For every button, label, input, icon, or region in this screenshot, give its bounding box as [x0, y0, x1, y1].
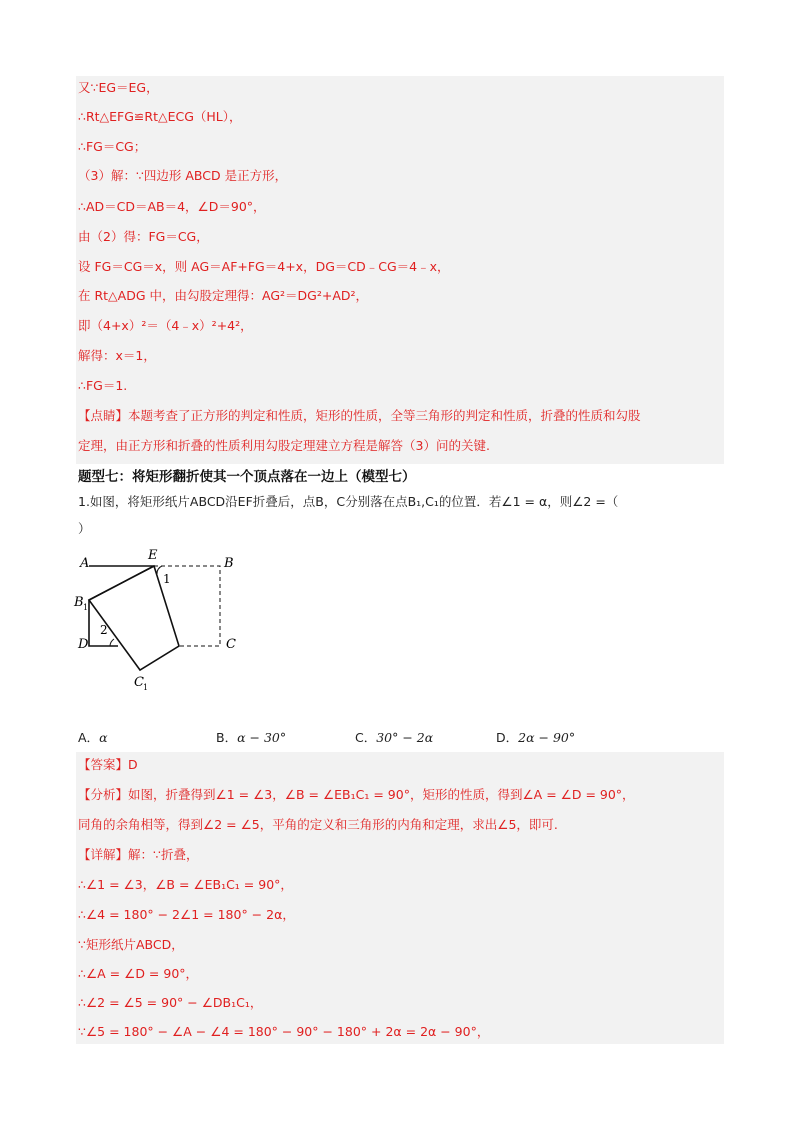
comment-tag: 【点睛】	[78, 408, 129, 423]
angle-2-arc	[110, 639, 114, 646]
detail-line: ∴∠A = ∠D = 90°，	[78, 966, 199, 981]
detail-line: ∴∠1 = ∠3，∠B = ∠EB₁C₁ = 90°，	[78, 877, 293, 892]
detail-line-1	[78, 847, 198, 863]
option-b: B．α − 30°	[216, 730, 287, 745]
solution-line: 即（4+x）²＝（4﹣x）²+4²，	[78, 318, 253, 333]
angle-1-arc	[157, 566, 162, 574]
solution-line: ∴Rt△EFG≌Rt△ECG（HL），	[78, 109, 242, 124]
detail-line: ∴∠2 = ∠5 = 90° − ∠DB₁C₁，	[78, 995, 263, 1010]
label-B1: B	[74, 595, 84, 610]
section-heading: 题型七：将矩形翻折使其一个顶点落在一边上（模型七）	[78, 469, 416, 485]
solution-line: 解得：x＝1，	[78, 348, 156, 363]
solution-line: 由（2）得：FG＝CG，	[78, 229, 209, 244]
solution-line: 设 FG＝CG＝x，则 AG＝AF+FG＝4+x，DG＝CD﹣CG＝4﹣x，	[78, 259, 450, 274]
option-c: C．30° − 2α	[355, 730, 434, 745]
analysis-text: 如图，折叠得到∠1 = ∠3，∠B = ∠EB₁C₁ = 90°，矩形的性质，得到∠A = ∠D = 90°，	[128, 787, 635, 802]
label-C1-sub: 1	[143, 683, 149, 692]
answer-tag: 【答案】	[78, 757, 129, 772]
detail-tag: 【详解】	[78, 847, 129, 862]
solution-line: ∴FG＝CG；	[78, 139, 147, 154]
fold-figure	[72, 544, 252, 694]
label-D: D	[78, 637, 89, 652]
label-B: B	[224, 556, 234, 571]
solution-line: 在 Rt△ADG 中，由勾股定理得：AG²＝DG²+AD²，	[78, 288, 369, 303]
angle-2-label: 2	[100, 623, 108, 637]
solution-line: （3）解：∵四边形 ABCD 是正方形，	[78, 168, 288, 183]
detail-line: ∴∠4 = 180° − 2∠1 = 180° − 2α，	[78, 907, 295, 922]
analysis-line-2: 同角的余角相等，得到∠2 = ∠5，平角的定义和三角形的内角和定理，求出∠5，即可.	[78, 817, 558, 832]
analysis-line-1	[78, 787, 635, 803]
comment-line-2: 定理，由正方形和折叠的性质利用勾股定理建立方程是解答（3）问的关键.	[78, 438, 490, 453]
analysis-tag: 【分析】	[78, 787, 129, 802]
detail-text: 解：∵折叠，	[128, 847, 199, 862]
comment-line-1	[78, 408, 641, 424]
solution-line: 又∵EG＝EG，	[78, 80, 159, 95]
comment-text: 本题考查了正方形的判定和性质，矩形的性质，全等三角形的判定和性质，折叠的性质和勾股	[128, 408, 641, 423]
detail-line: ∵∠5 = 180° − ∠A − ∠4 = 180° − 90° − 180° + 2α = 2α − 90°，	[78, 1024, 490, 1039]
option-a: A．α	[78, 730, 108, 745]
detail-line: ∵矩形纸片ABCD，	[78, 937, 184, 952]
question-line-2: ）	[78, 521, 91, 536]
solution-line: ∴FG＝1.	[78, 378, 128, 393]
solution-line: ∴AD＝CD＝AB＝4，∠D＝90°，	[78, 199, 266, 214]
label-E: E	[148, 548, 158, 563]
label-A: A	[80, 556, 90, 571]
label-C: C	[226, 637, 236, 652]
angle-1-label: 1	[163, 572, 171, 586]
label-C1: C	[134, 675, 144, 690]
answer-value: D	[128, 757, 138, 772]
label-B1-sub: 1	[83, 603, 89, 612]
question-line-1: 1.如图，将矩形纸片ABCD沿EF折叠后，点B，C分别落在点B₁,C₁的位置．若∠1 = α，则∠2 =（	[78, 494, 619, 509]
answer-line	[78, 757, 138, 773]
option-d: D．2α − 90°	[496, 730, 576, 745]
rectangle-remaining-edges	[89, 566, 154, 646]
